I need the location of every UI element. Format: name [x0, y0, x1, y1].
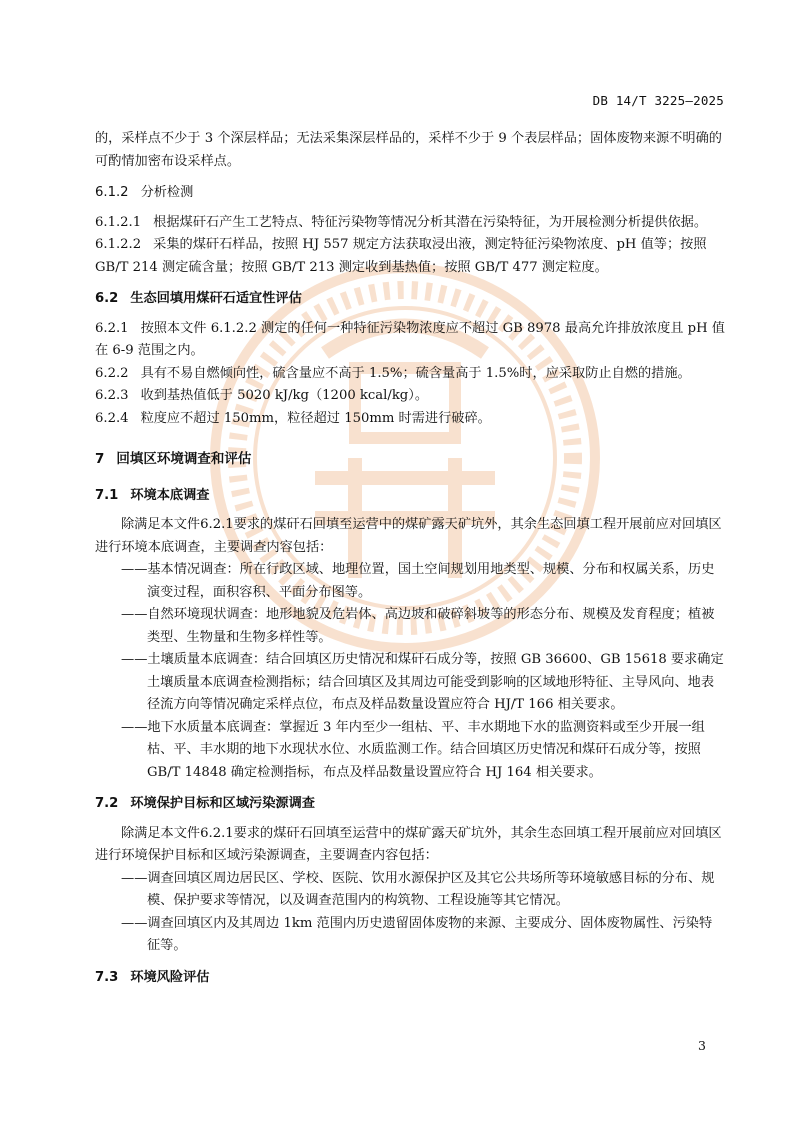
clause-number: 6.2.2 [95, 365, 129, 381]
clause-text: 的，采样点不少于 3 个深层样品；无法采集深层样品的，采样不少于 9 个表层样品；固体废物来源不明确的可酌情加密布设采样点。 [95, 131, 722, 169]
clause-number: 6.1.2.2 [95, 237, 142, 252]
list-item [95, 913, 725, 958]
clause-text: 环境本底调查 [130, 487, 210, 503]
clause-text: ——自然环境现状调查：地形地貌及危岩体、高边坡和破碎斜坡等的形态分布、规模及发育程度；植被类型、生物量和生物多样性等。 [121, 607, 715, 645]
paragraph [95, 318, 725, 363]
document-body [95, 128, 725, 996]
clause-text: ——地下水质量本底调查：掌握近 3 年内至少一组枯、平、丰水期地下水的监测资料或至少开展一组枯、平、丰水期的地下水现状水位、水质监测工作。结合回填区历史情况和煤矸石成分等，按照 GB/T 14848 确定检测指标，布点及样品数量设置应符合 HJ 164 相关要求。 [121, 719, 705, 780]
clause-text: 除满足本文件6.2.1要求的煤矸石回填至运营中的煤矿露天矿坑外，其余生态回填工程开展前应对回填区进行环境保护目标和区域污染源调查，主要调查内容包括： [95, 825, 722, 863]
paragraph [95, 234, 725, 279]
clause-number: 6.1.2 [95, 185, 129, 200]
clause-text: 生态回填用煤矸石适宜性评估 [130, 291, 302, 306]
section-heading [95, 288, 725, 311]
clause-text: ——调查回填区内及其周边 1km 范围内历史遗留固体废物的来源、主要成分、固体废物属性、污染特征等。 [121, 915, 713, 953]
clause-number: 7.2 [95, 796, 119, 811]
section-heading [95, 485, 725, 508]
clause-number: 7.3 [95, 969, 119, 985]
paragraph [95, 128, 725, 173]
section-heading [95, 793, 725, 816]
clause-number: 6.2.3 [95, 388, 129, 403]
clause-text: 除满足本文件6.2.1要求的煤矸石回填至运营中的煤矿露天矿坑外，其余生态回填工程开展前应对回填区进行环境本底调查，主要调查内容包括： [95, 517, 722, 555]
document-code: DB 14/T 3225—2025 [592, 93, 724, 108]
section-heading [95, 448, 725, 471]
clause-number: 7.1 [95, 487, 119, 503]
clause-text: 环境保护目标和区域污染源调查 [130, 796, 315, 811]
section-heading [95, 967, 725, 990]
clause-text: 具有不易自燃倾向性，硫含量应不高于 1.5%；硫含量高于 1.5%时，应采取防止自燃的措施。 [140, 365, 691, 381]
clause-text: 按照本文件 6.1.2.2 测定的任何一种特征污染物浓度应不超过 GB 8978 最高允许排放浓度且 pH 值在 6-9 范围之内。 [95, 320, 725, 358]
clause-text: ——调查回填区周边居民区、学校、医院、饮用水源保护区及其它公共场所等环境敏感目标的分布、规模、保护要求等情况，以及调查范围内的构筑物、工程设施等其它情况。 [121, 870, 715, 908]
clause-text: ——土壤质量本底调查：结合回填区历史情况和煤矸石成分等，按照 GB 36600、GB 15618 要求确定土壤质量本底调查检测指标；结合回填区及其周边可能受到影响的区域地形特征、主导风向、地表径流方向等情况确定采样点位，布点及样品数量设置应符合 HJ/T 166 相关要求。 [121, 652, 724, 712]
paragraph [95, 408, 725, 431]
clause-text: 采集的煤矸石样品，按照 HJ 557 规定方法获取浸出液，测定特征污染物浓度、pH 值等；按照 GB/T 214 测定硫含量；按照 GB/T 213 测定收到基热值；按照 GB/T 477 测定粒度。 [95, 237, 707, 275]
clause-text: 回填区环境调查和评估 [116, 451, 252, 467]
clause-text: 收到基热值低于 5020 kJ/kg（1200 kcal/kg）。 [140, 388, 429, 403]
paragraph [95, 363, 725, 386]
clause-number: 6.2 [95, 291, 119, 306]
page-number: 3 [698, 1038, 706, 1053]
list-item [95, 868, 725, 913]
paragraph [95, 212, 725, 235]
list-item [95, 649, 725, 717]
clause-text: 粒度应不超过 150mm，粒径超过 150mm 时需进行破碎。 [140, 410, 491, 426]
clause-text: 分析检测 [140, 185, 194, 200]
clause-number: 6.2.4 [95, 410, 129, 426]
paragraph [95, 823, 725, 868]
list-item [95, 559, 725, 604]
paragraph [95, 385, 725, 408]
clause-number: 6.2.1 [95, 320, 129, 336]
clause-text: 环境风险评估 [130, 969, 210, 985]
clause-number: 6.1.2.1 [95, 214, 142, 230]
clause-number: 7 [95, 451, 105, 467]
clause-text: 根据煤矸石产生工艺特点、特征污染物等情况分析其潜在污染特征，为开展检测分析提供依据。 [153, 214, 708, 230]
clause-text: ——基本情况调查：所在行政区域、地理位置，国土空间规划用地类型、规模、分布和权属关系，历史演变过程，面积容积、平面分布图等。 [121, 562, 715, 600]
list-item [95, 604, 725, 649]
paragraph [95, 514, 725, 559]
list-item [95, 717, 725, 785]
section-heading [95, 182, 725, 205]
